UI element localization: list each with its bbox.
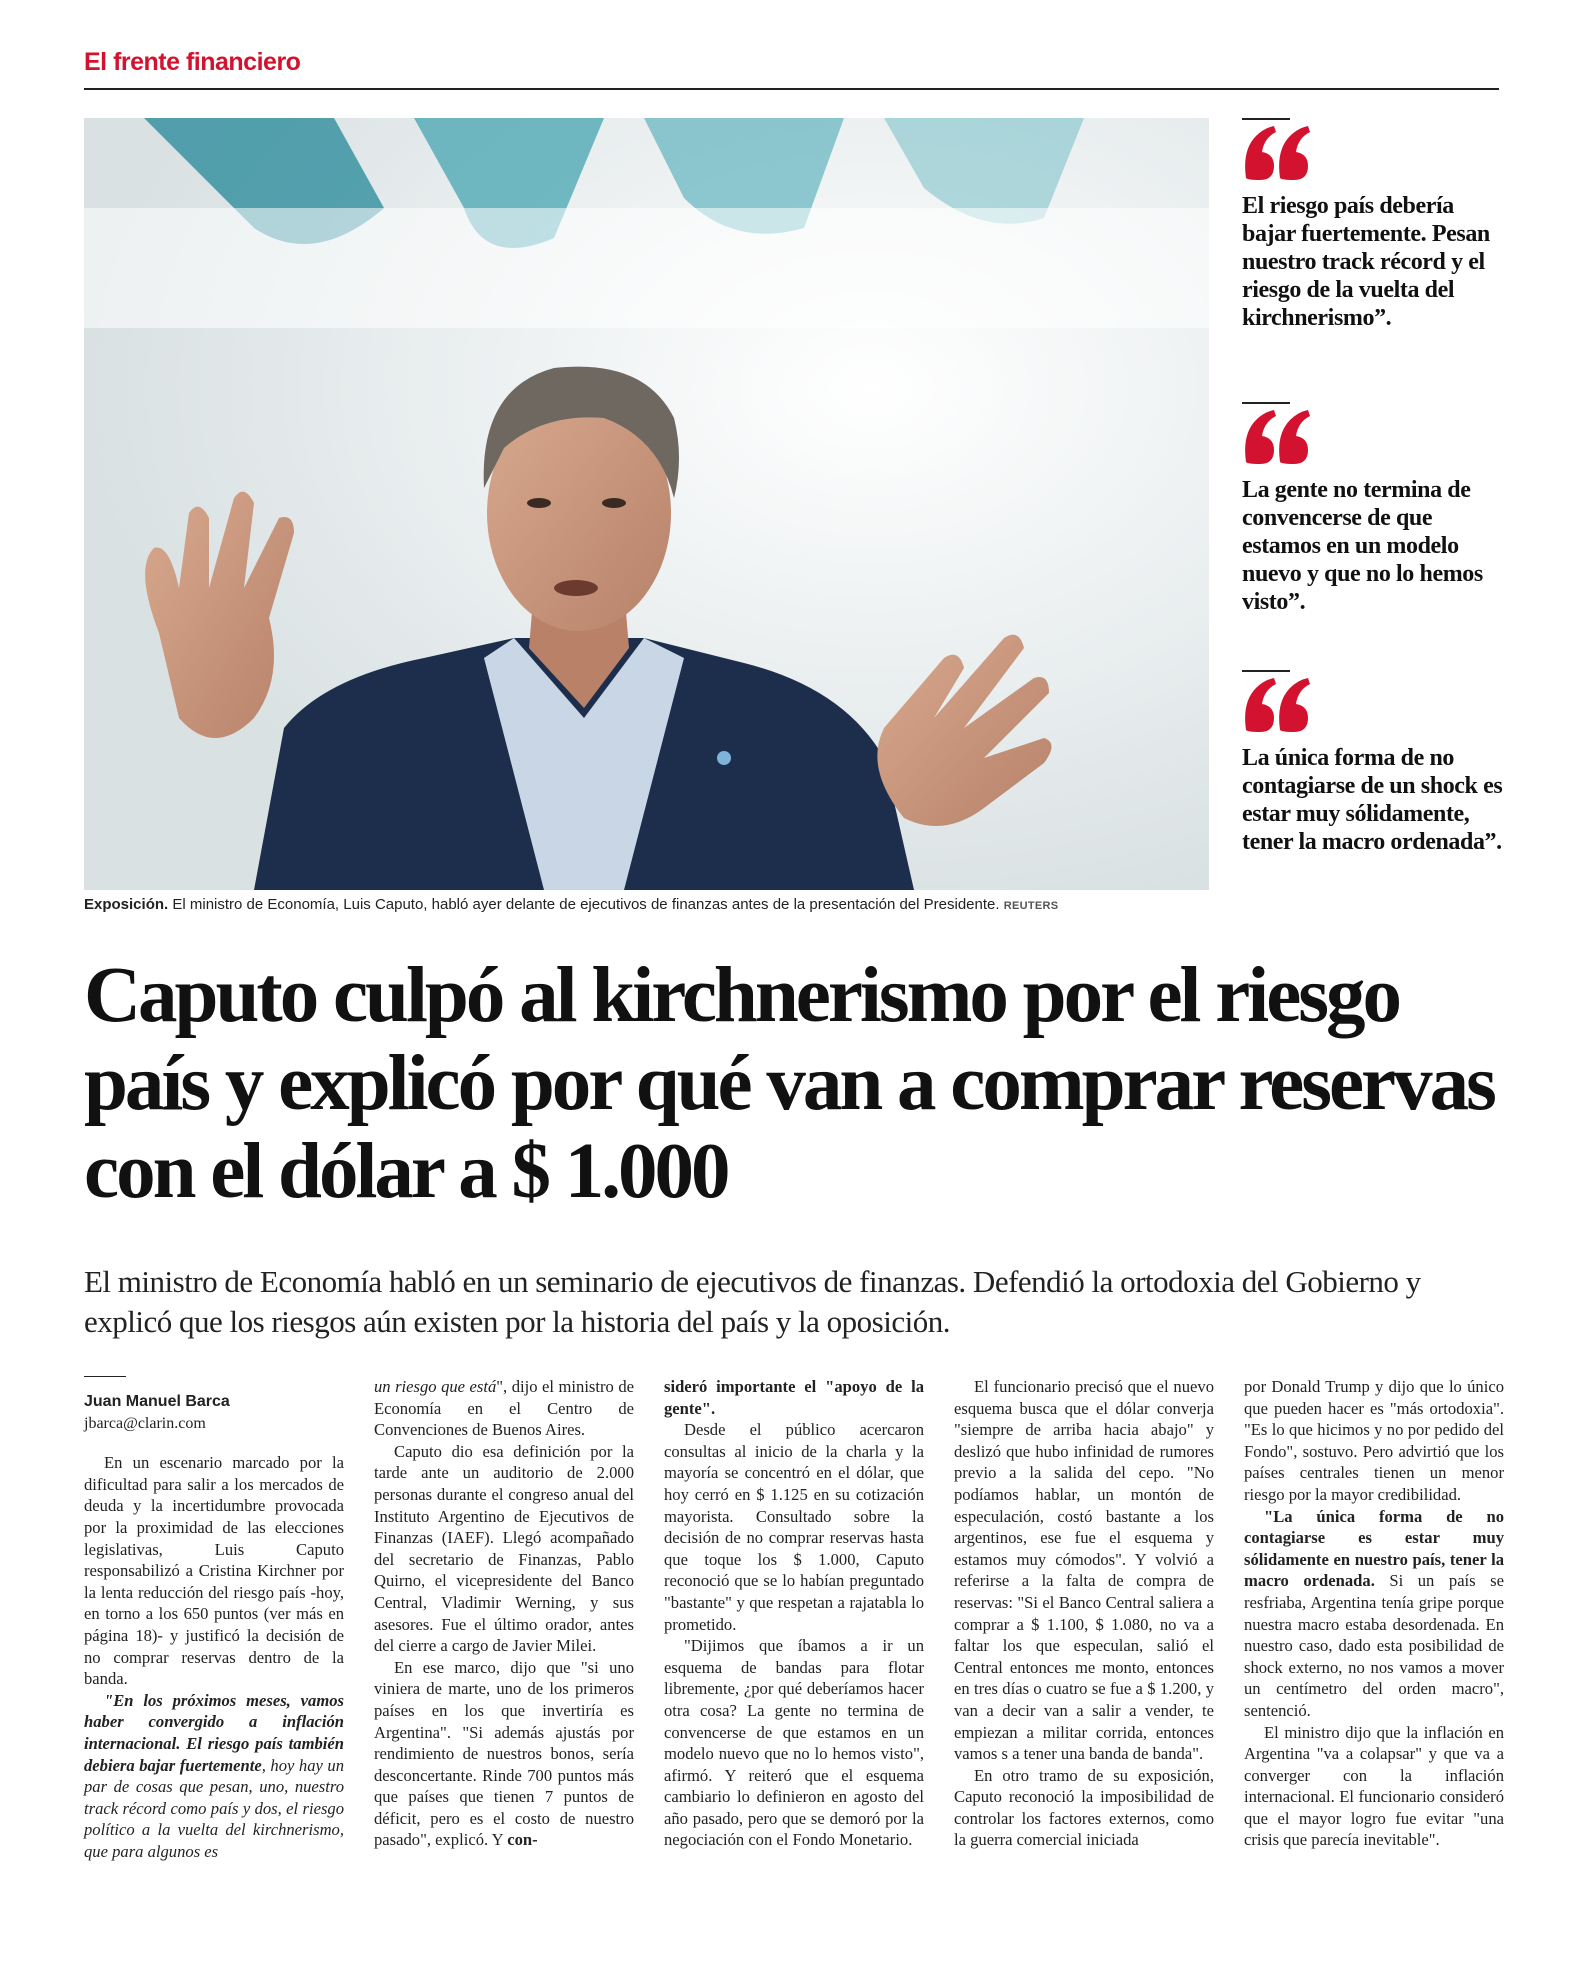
headline: Caputo culpó al kirchnerismo por el riesgo país y explicó por qué van a comprar reservas con el dólar a $ 1.000 bbox=[84, 952, 1494, 1215]
pull-quote bbox=[1242, 670, 1507, 856]
body-emphasis: "En los próximos meses, vamos haber convergido a inflación internacional. El riesgo país también debiera bajar fuertemente bbox=[84, 1690, 344, 1775]
body-paragraph: Caputo dio esa definición por la tarde ante un auditorio de 2.000 personas durante el congreso anual del Instituto Argentino de Ejecutivos de Finanzas (IAEF). Llegó acompañado del secretario de Finanzas, Pablo Quirno, el vicepresidente del Banco Central, Vladimir Werning, y sus asesores. Fue el último orador, antes del cierre a cargo de Javier Milei. bbox=[374, 1441, 634, 1656]
body-column-3 bbox=[664, 1376, 924, 1851]
quote-mark-icon bbox=[1242, 124, 1312, 182]
byline-rule bbox=[84, 1376, 126, 1377]
body-text: En ese marco, dijo que "si uno viniera de marte, uno de los primeros países en los que invertiría es Argentina". "Si además ajustás por rendimiento de nuestros bonos, sería desconcertante. Rinde 700 puntos más que países que tienen 7 puntos de déficit, pero es el costo de nuestro pasado", explicó. Y bbox=[374, 1657, 634, 1850]
body-italic: , hoy hay un par de cosas que pesan, uno, nuestro track récord como país y dos, el riesgo político a la vuelta del kirchnerismo, que para algunos es bbox=[84, 1755, 344, 1861]
body-bold: sideró importante el "apoyo de la gente". bbox=[664, 1377, 924, 1418]
caption-label: Exposición. bbox=[84, 896, 169, 913]
body-bold: con- bbox=[507, 1830, 538, 1850]
caption-text: El ministro de Economía, Luis Caputo, habló ayer delante de ejecutivos de finanzas antes de la presentación del Presidente. bbox=[168, 896, 1004, 913]
quote-mark-icon bbox=[1242, 676, 1312, 734]
article-photo bbox=[84, 118, 1209, 890]
body-paragraph: por Donald Trump y dijo que lo único que pueden hacer es "más ortodoxia". "Es lo que hicimos y no por pedido del Fondo", sostuvo. Pero advirtió que los países centrales tienen un menor riesgo por la mayor credibilidad. bbox=[1244, 1377, 1504, 1504]
top-rule bbox=[84, 88, 1499, 90]
body-paragraph bbox=[1244, 1506, 1504, 1722]
body-column-4 bbox=[954, 1376, 1214, 1851]
quote-rule bbox=[1242, 118, 1290, 120]
quote-text: La única forma de no contagiarse de un shock es estar muy sólidamente, tener la macro ordenada”. bbox=[1242, 745, 1503, 855]
body-paragraph bbox=[374, 1657, 634, 1851]
body-paragraph: El ministro dijo que la inflación en Argentina "va a colapsar" y que va a converger con la inflación internacional. El funcionario consideró que el mayor logro fue evitar "una crisis que parecía inevitable". bbox=[1244, 1722, 1504, 1850]
body-paragraph bbox=[374, 1376, 634, 1441]
body-paragraph: Desde el público acercaron consultas al inicio de la charla y la mayoría se concentró en el dólar, que hoy cerró en $ 1.125 en su cotización mayorista. Consultado sobre la decisión de no comprar reservas hasta que toque los $ 1.000, Caputo reconoció que se lo habían preguntado "bastante" y que respetan a rajatabla lo prometido. bbox=[664, 1420, 924, 1634]
section-label: El frente financiero bbox=[84, 48, 301, 76]
quote-rule bbox=[1242, 402, 1290, 404]
quote-rule bbox=[1242, 670, 1290, 672]
body-column-5 bbox=[1244, 1376, 1504, 1851]
body-paragraph: "Dijimos que íbamos a ir un esquema de bandas para flotar libremente, ¿por qué deberíamos hacer otra cosa? La gente no termina de convencerse de que estamos en un modelo nuevo que no lo hemos visto", afirmó. Y reiteró que el esquema cambiario lo definieron en agosto del año pasado, pero que se demoró por la negociación con el Fondo Monetario. bbox=[664, 1636, 924, 1850]
photo-caption bbox=[84, 896, 1209, 913]
photo-illustration bbox=[84, 118, 1209, 890]
subhead: El ministro de Economía habló en un seminario de ejecutivos de finanzas. Defendió la ortodoxia del Gobierno y explicó que los riesgos aún existen por la historia del país y la oposición. bbox=[84, 1264, 1421, 1339]
body-text: ", dijo el ministro de Economía en el Centro de Convenciones de Buenos Aires. bbox=[374, 1377, 634, 1440]
pull-quote bbox=[1242, 118, 1507, 332]
quote-text: La gente no termina de convencerse de que estamos en un modelo nuevo y que no lo hemos visto”. bbox=[1242, 477, 1483, 615]
body-paragraph: En otro tramo de su exposición, Caputo reconoció la imposibilidad de controlar los factores externos, como la guerra comercial iniciada bbox=[954, 1765, 1214, 1850]
quote-text: El riesgo país debería bajar fuertemente. Pesan nuestro track récord y el riesgo de la vuelta del kirchnerismo”. bbox=[1242, 193, 1490, 331]
body-column-2 bbox=[374, 1376, 634, 1851]
body-paragraph: El funcionario precisó que el nuevo esquema busca que el dólar converja "siempre de arriba hacia abajo" y deslizó que hubo infinidad de rumores previo a la salida del cepo. "No podíamos hablar, un montón de especulación, costó bastante a los argentinos, ese fue el esquema y estamos muy cómodos". Y volvió a referirse a la falta de compra de reservas: "Si el Banco Central saliera a comprar a $ 1.100, $ 1.080, no va a faltar los que especulan, salió el Central entonces me monto, entonces en tres días o cuatro se fue a $ 1.200, y van a decir van a salir a vender, te empiezan a militar corrida, entonces vamos s a tener una banda de banda". bbox=[954, 1377, 1214, 1764]
body-column-1 bbox=[84, 1376, 344, 1862]
body-paragraph bbox=[664, 1376, 924, 1419]
byline-author: Juan Manuel Barca bbox=[84, 1393, 230, 1410]
body-bold: "La única forma de no contagiarse es estar muy sólidamente en nuestro país, tener la macro ordenada. bbox=[1244, 1506, 1504, 1591]
pull-quote bbox=[1242, 402, 1507, 616]
byline-email: jbarca@clarin.com bbox=[84, 1414, 206, 1432]
body-text: Si un país se resfriaba, Argentina tenía gripe porque nuestra macro estaba desordenada. En nuestro caso, dado esta posibilidad de shock externo, no nos vamos a mover un centímetro del orden macro", sentenció. bbox=[1244, 1571, 1504, 1720]
body-italic: un riesgo que está bbox=[374, 1377, 497, 1396]
quote-mark-icon bbox=[1242, 408, 1312, 466]
body-paragraph bbox=[84, 1690, 344, 1863]
body-paragraph: En un escenario marcado por la dificultad para salir a los mercados de deuda y la incertidumbre provocada por la proximidad de las elecciones legislativas, Luis Caputo responsabilizó a Cristina Kirchner por la lenta reducción del riesgo país -hoy, en torno a los 650 puntos (ver más en página 18)- y justificó la decisión de no comprar reservas dentro de la banda. bbox=[84, 1453, 344, 1689]
photo-credit: REUTERS bbox=[1003, 900, 1059, 912]
